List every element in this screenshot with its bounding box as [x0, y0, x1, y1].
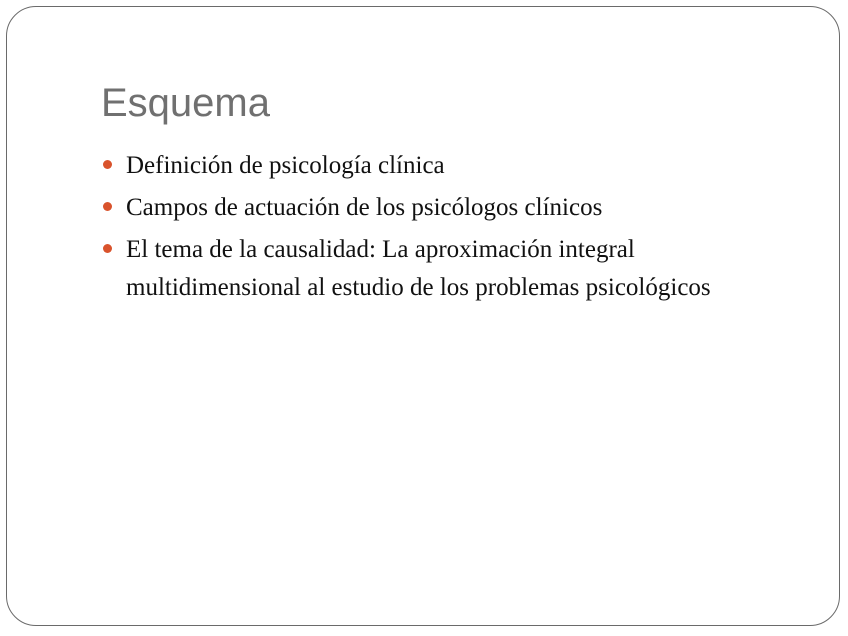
bullet-item — [103, 231, 803, 307]
bullet-item — [103, 189, 803, 227]
slide-title: Esquema — [101, 81, 270, 125]
bullet-list — [103, 147, 803, 311]
bullet-text: Definición de psicología clínica — [126, 152, 445, 179]
bullet-text: El tema de la causalidad: La aproximación integral multidimensional al estudio de los problemas psicológicos — [126, 236, 711, 301]
bullet-text: Campos de actuación de los psicólogos clínicos — [126, 194, 603, 221]
bullet-dot-icon — [103, 244, 112, 253]
slide-frame — [6, 6, 840, 626]
bullet-dot-icon — [103, 160, 112, 169]
bullet-item — [103, 147, 803, 185]
bullet-dot-icon — [103, 202, 112, 211]
